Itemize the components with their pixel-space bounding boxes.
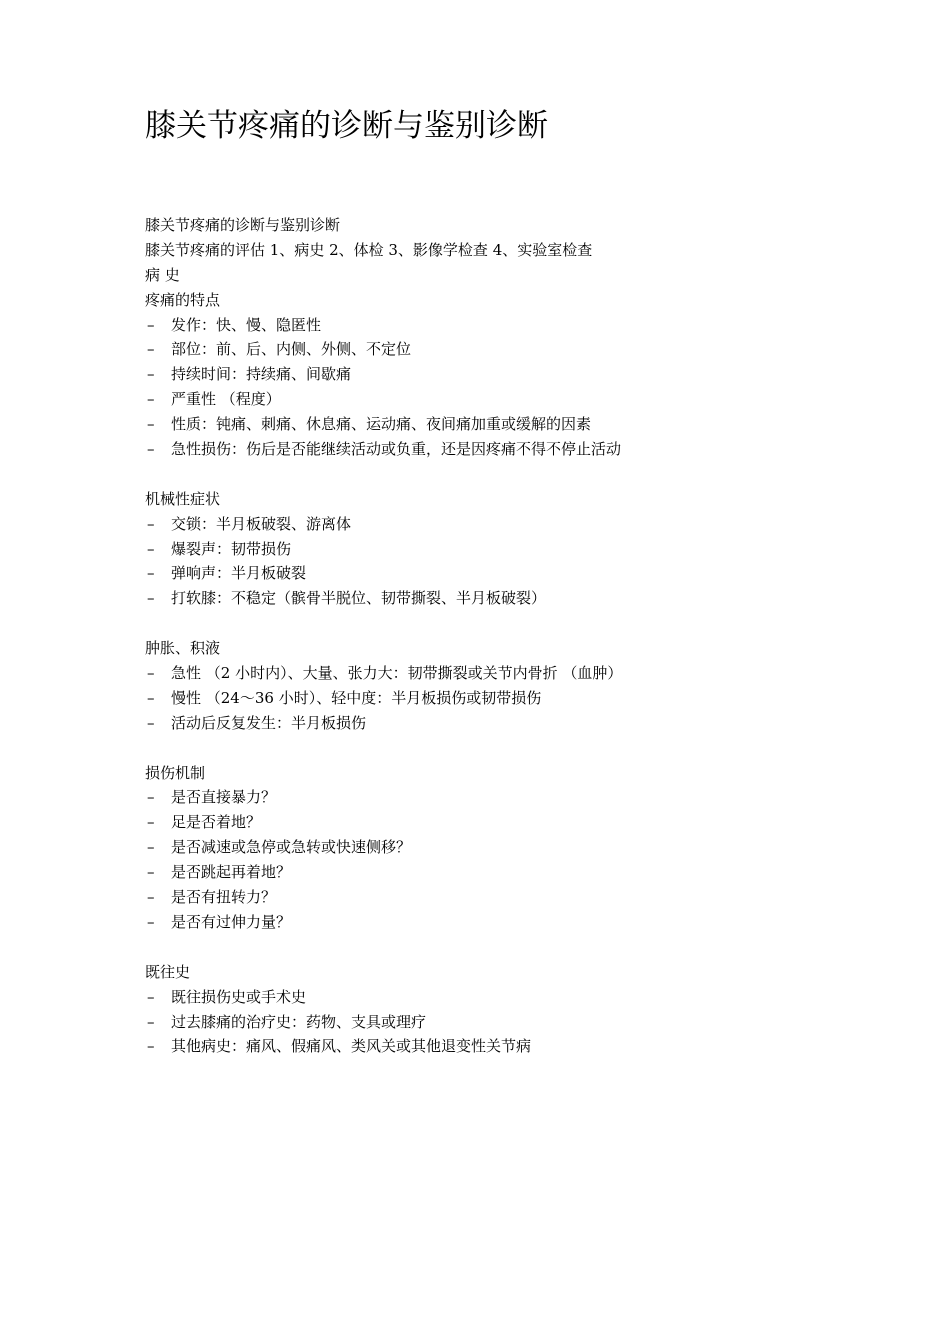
dash-bullet: – xyxy=(147,863,155,882)
list-item-text: 打软膝：不稳定（髌骨半脱位、韧带撕裂、半月板破裂） xyxy=(171,589,547,608)
list-item-text: 是否有过伸力量？ xyxy=(171,912,292,931)
list-item-text: 慢性 （24～36 小时）、轻中度：半月板损伤或韧带损伤 xyxy=(171,688,542,707)
list-item-text: 持续时间：持续痛、间歇痛 xyxy=(171,365,352,384)
list-item xyxy=(145,313,845,338)
dash-bullet: – xyxy=(147,514,155,533)
list-item xyxy=(145,1010,845,1035)
section-heading: 既往史 xyxy=(145,962,191,981)
dash-bullet: – xyxy=(147,415,155,434)
list-item-text: 弹响声：半月板破裂 xyxy=(171,564,307,583)
list-item xyxy=(145,586,845,611)
dash-bullet: – xyxy=(147,664,155,683)
list-item xyxy=(145,810,845,835)
dash-bullet: – xyxy=(147,564,155,583)
list-item xyxy=(145,785,845,810)
dash-bullet: – xyxy=(147,340,155,359)
list-item xyxy=(145,412,845,437)
dash-bullet: – xyxy=(147,315,155,334)
list-item-text: 是否减速或急停或急转或快速侧移？ xyxy=(171,838,412,857)
list-item xyxy=(145,362,845,387)
list-item-text: 交锁：半月板破裂、游离体 xyxy=(171,514,352,533)
section-heading: 机械性症状 xyxy=(145,489,221,508)
list-item xyxy=(145,387,845,412)
dash-bullet: – xyxy=(147,688,155,707)
list-item xyxy=(145,711,845,736)
history-label: 病 史 xyxy=(145,265,180,284)
dash-bullet: – xyxy=(147,589,155,608)
dash-bullet: – xyxy=(147,813,155,832)
overview-line: 膝关节疼痛的评估 1、病史 2、体检 3、影像学检查 4、实验室检查 xyxy=(145,240,593,259)
dash-bullet: – xyxy=(147,390,155,409)
paragraph-gap xyxy=(145,462,845,487)
list-item-text: 严重性 （程度） xyxy=(171,390,281,409)
list-item xyxy=(145,337,845,362)
dash-bullet: – xyxy=(147,1037,155,1056)
paragraph-gap xyxy=(145,736,845,761)
dash-bullet: – xyxy=(147,539,155,558)
section-heading: 肿胀、积液 xyxy=(145,639,221,658)
list-item xyxy=(145,437,845,462)
list-item xyxy=(145,661,845,686)
list-item-text: 急性 （2 小时内）、大量、张力大：韧带撕裂或关节内骨折 （血肿） xyxy=(171,664,623,683)
document-body xyxy=(145,213,845,1059)
section-heading: 损伤机制 xyxy=(145,763,206,782)
list-item xyxy=(145,985,845,1010)
dash-bullet: – xyxy=(147,888,155,907)
list-item xyxy=(145,1034,845,1059)
subtitle: 膝关节疼痛的诊断与鉴别诊断 xyxy=(145,216,341,234)
list-item-text: 活动后反复发生：半月板损伤 xyxy=(171,713,367,732)
list-item xyxy=(145,860,845,885)
document-title: 膝关节疼痛的诊断与鉴别诊断 xyxy=(145,108,548,144)
list-item-text: 其他病史：痛风、假痛风、类风关或其他退变性关节病 xyxy=(171,1037,532,1056)
dash-bullet: – xyxy=(147,365,155,384)
list-item-text: 是否有扭转力？ xyxy=(171,888,277,907)
section-heading: 疼痛的特点 xyxy=(145,290,221,309)
paragraph-gap xyxy=(145,935,845,960)
list-item-text: 过去膝痛的治疗史：药物、支具或理疗 xyxy=(171,1012,427,1031)
list-item xyxy=(145,835,845,860)
paragraph-gap xyxy=(145,611,845,636)
dash-bullet: – xyxy=(147,838,155,857)
dash-bullet: – xyxy=(147,987,155,1006)
list-item xyxy=(145,537,845,562)
list-item-text: 既往损伤史或手术史 xyxy=(171,987,307,1006)
list-item xyxy=(145,910,845,935)
dash-bullet: – xyxy=(147,912,155,931)
list-item-text: 急性损伤：伤后是否能继续活动或负重，还是因疼痛不得不停止活动 xyxy=(171,440,622,459)
list-item-text: 是否直接暴力？ xyxy=(171,788,277,807)
list-item-text: 性质：钝痛、刺痛、休息痛、运动痛、夜间痛加重或缓解的因素 xyxy=(171,415,592,434)
list-item xyxy=(145,512,845,537)
list-item-text: 发作：快、慢、隐匿性 xyxy=(171,315,322,334)
list-item-text: 部位：前、后、内侧、外侧、不定位 xyxy=(171,340,412,359)
dash-bullet: – xyxy=(147,713,155,732)
list-item xyxy=(145,885,845,910)
list-item-text: 爆裂声：韧带损伤 xyxy=(171,539,292,558)
dash-bullet: – xyxy=(147,1012,155,1031)
list-item xyxy=(145,686,845,711)
list-item-text: 足是否着地？ xyxy=(171,813,262,832)
list-item-text: 是否跳起再着地？ xyxy=(171,863,292,882)
dash-bullet: – xyxy=(147,440,155,459)
list-item xyxy=(145,561,845,586)
dash-bullet: – xyxy=(147,788,155,807)
